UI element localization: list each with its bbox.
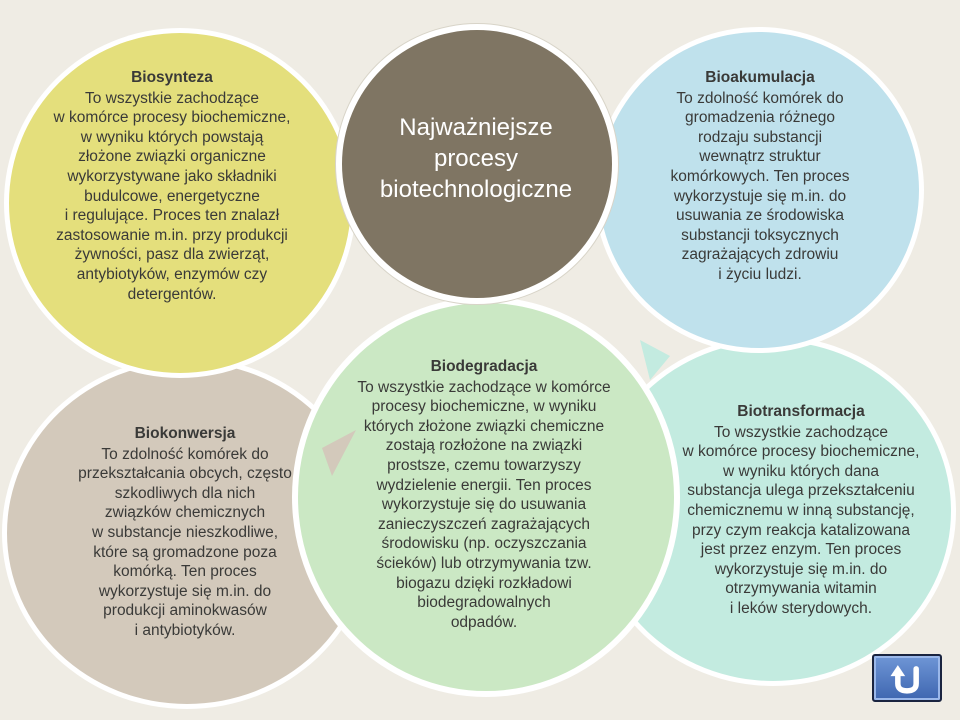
biotransformacja-text [656, 402, 946, 619]
back-button[interactable] [872, 654, 942, 702]
biodegradacja-description: To wszystkie zachodzące w komórce procesy biochemiczne, w wyniku których złożone związki chemiczne zostają rozłożone na związki prostsze, czemu towarzyszy wydzielenie energii. Ten proces wykorzystuje się do usuwania zanieczyszczeń zagrażających środowisku (np. oczyszczania ścieków) lub otrzymywania tzw. biogazu dzięki rozkładowi biodegradowalnych odpadów. [357, 378, 611, 631]
biosynteza-title: Biosynteza [131, 69, 213, 86]
bioakumulacja-description: To zdolność komórek do gromadzenia różnego rodzaju substancji wewnątrz struktur komórkowych. Ten proces wykorzystuje się m.in. do usuwania ze środowiska substancji toksycznych zagrażających zdrowiu i życiu ludzi. [670, 89, 850, 283]
biosynteza-text [22, 68, 322, 304]
bioakumulacja-text [630, 68, 890, 285]
biosynteza-description: To wszystkie zachodzące w komórce procesy biochemiczne, w wyniku których powstają złożone związki organiczne wykorzystywane jako składniki budulcowe, energetyczne i regulujące. Proces ten znalazł zastosowanie m.in. przy produkcji żywności, pasz dla zwierząt, antybiotyków, enzymów czy detergentów. [53, 89, 291, 303]
biodegradacja-text [322, 357, 646, 632]
return-arrow-icon [874, 656, 940, 700]
biokonwersja-description: To zdolność komórek do przekształcania obcych, często szkodliwych dla nich związków chemicznych w substancje nieszkodliwe, które są gromadzone poza komórką. Ten proces wykorzystuje się m.in. do produkcji aminokwasów i antybiotyków. [78, 445, 292, 639]
biokonwersja-text [40, 424, 330, 641]
bioakumulacja-title: Bioakumulacja [705, 69, 815, 86]
biokonwersja-title: Biokonwersja [134, 425, 236, 442]
biotransformacja-title: Biotransformacja [737, 403, 865, 420]
biotransformacja-description: To wszystkie zachodzące w komórce procesy biochemiczne, w wyniku których dana substancja ulega przekształceniu chemicznemu w inną substancję, przy czym reakcja katalizowana jest przez enzym. Ten proces wykorzystuje się m.in. do otrzymywania witamin i leków sterydowych. [682, 423, 920, 617]
center-title: Najważniejsze procesy biotechnologiczne [379, 114, 573, 203]
biodegradacja-title: Biodegradacja [430, 358, 538, 375]
